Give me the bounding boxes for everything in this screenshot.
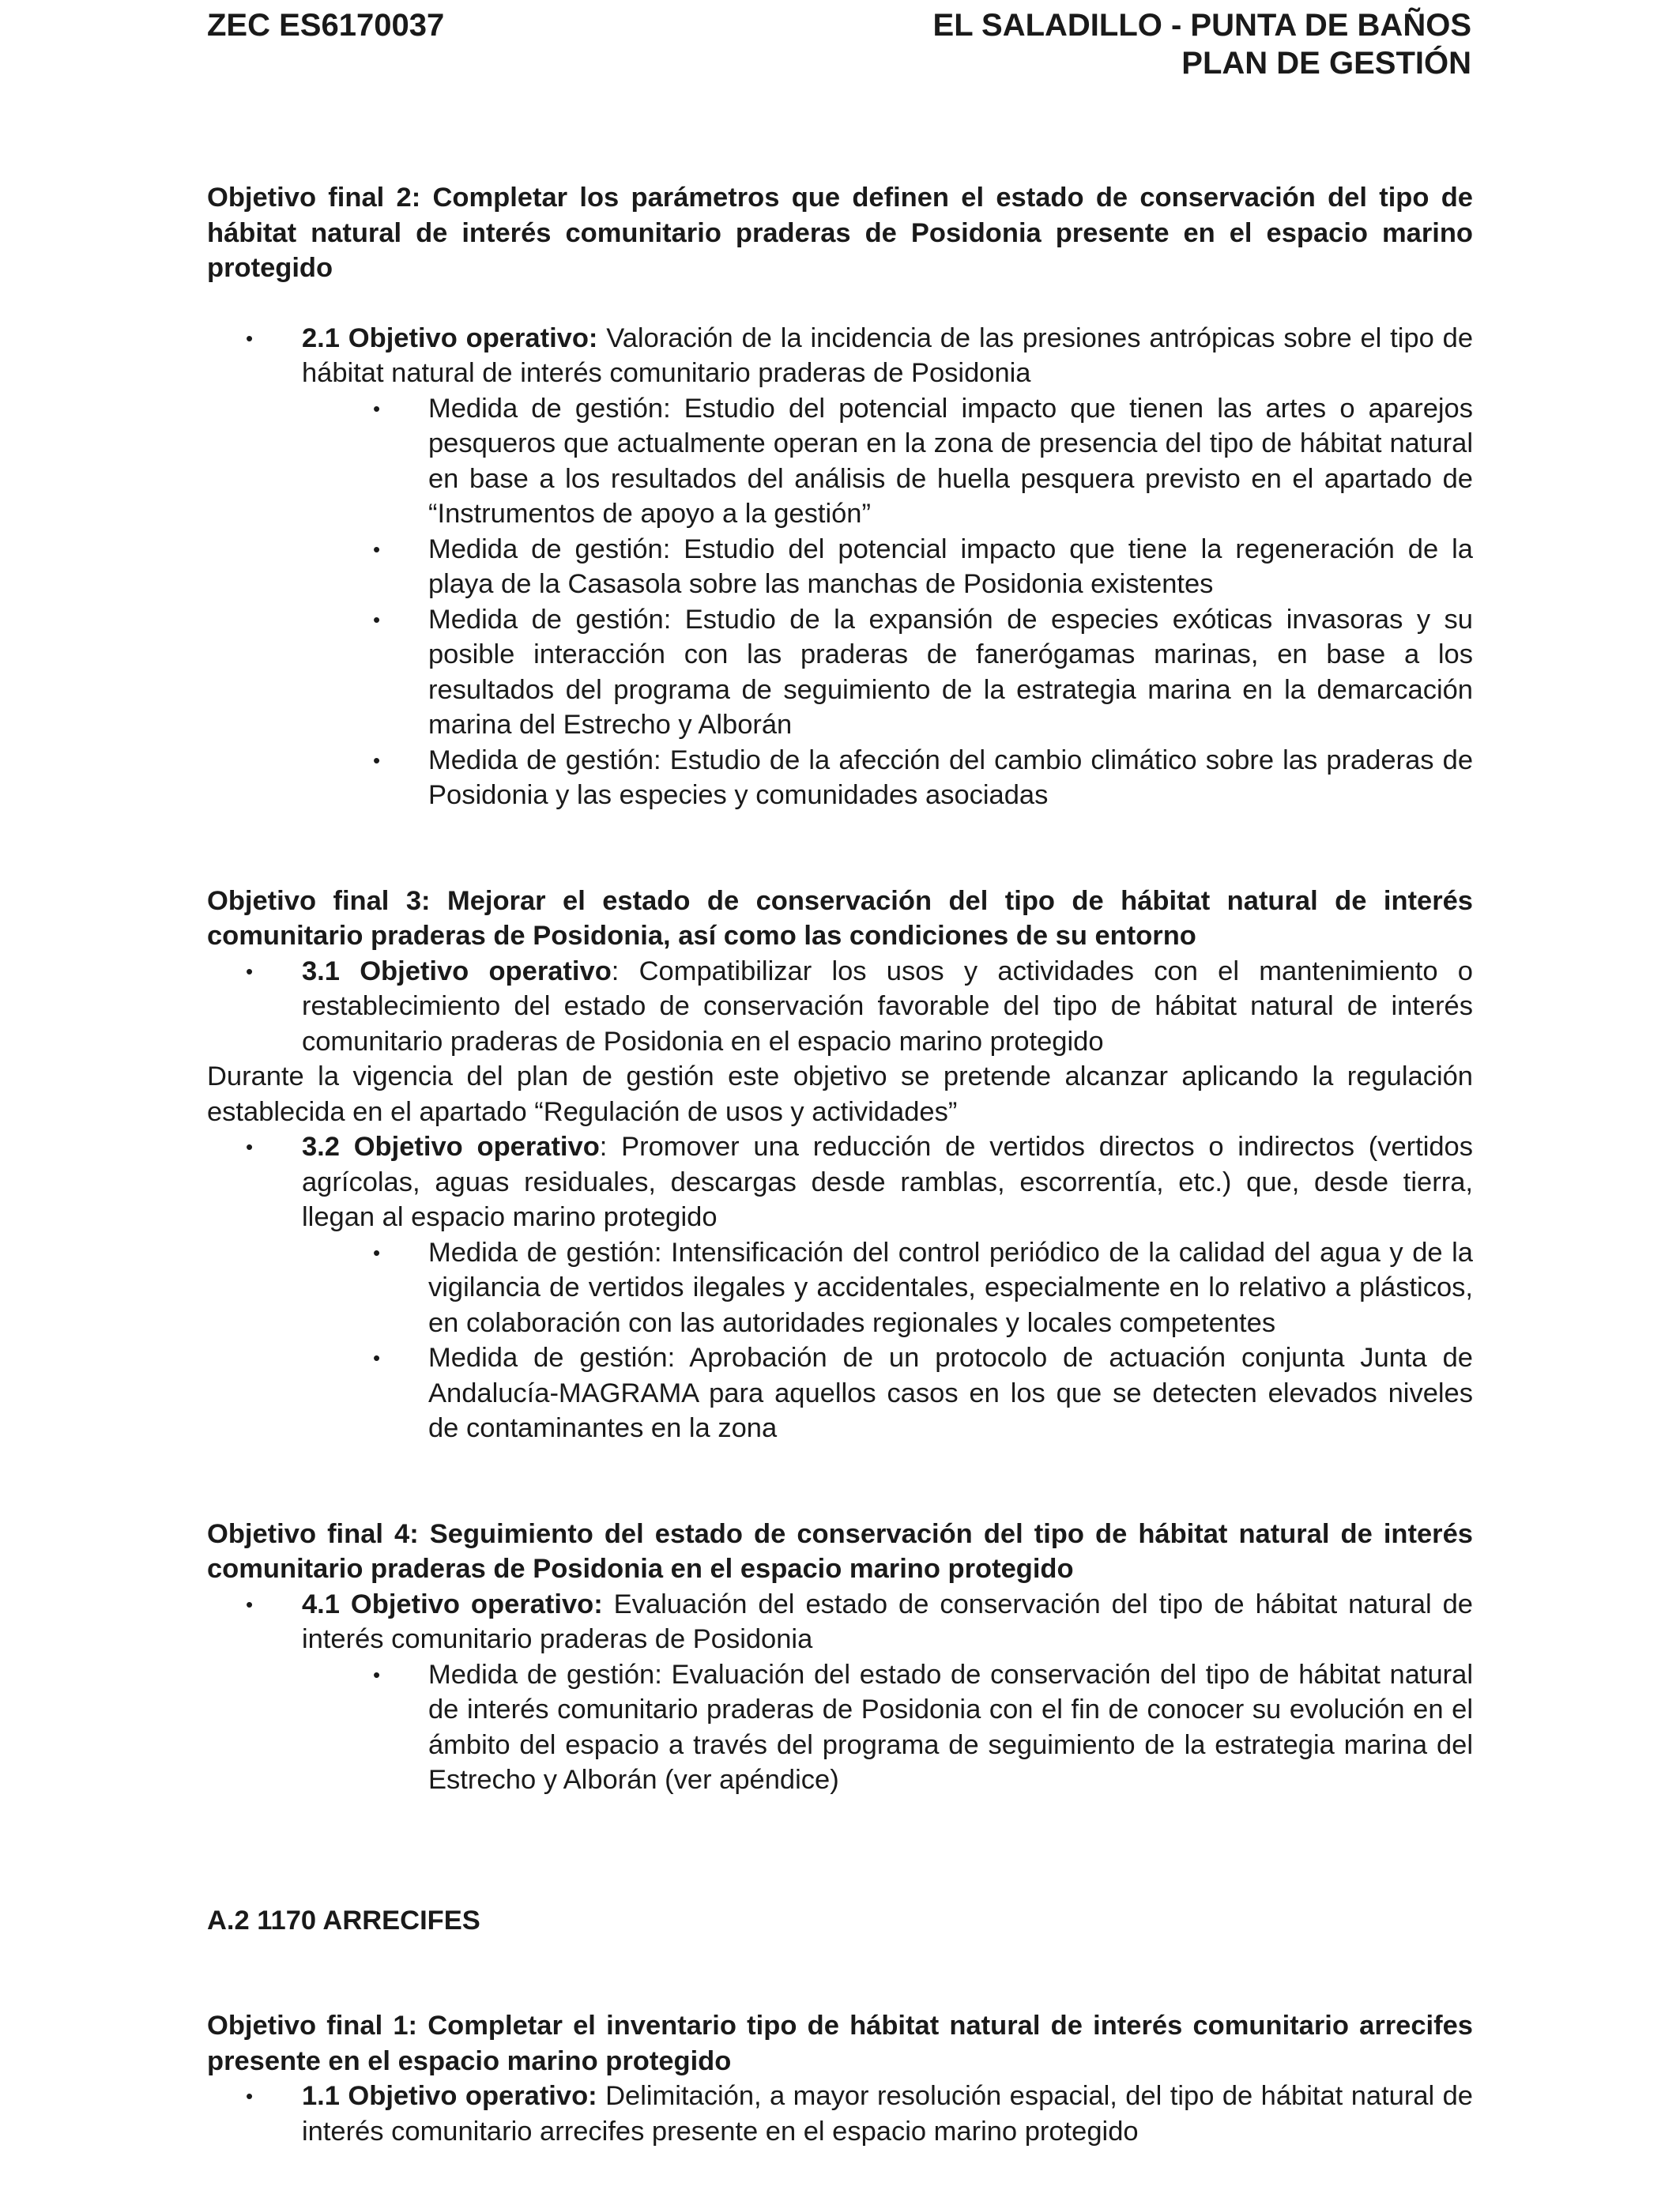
objetivo-operativo-3-2: [207, 1129, 1473, 1235]
header-site-code: ZEC ES6170037: [207, 8, 445, 43]
medida-gestion-item: [207, 532, 1473, 602]
bullet-icon: •: [373, 396, 381, 420]
medida-gestion-text: Medida de gestión: Intensificación del control periódico de la calidad del agua y de la vigilancia de vertidos ilegales y accidentales, especialmente en lo relativo a plásticos, en colaboración con las autoridades regionales y locales competentes: [428, 1237, 1473, 1338]
document-body: [207, 180, 1473, 2149]
objetivo-operativo-text: Evaluación del estado de conservación del tipo de hábitat natural de interés comunitario praderas de Posidonia: [302, 1589, 1473, 1654]
bullet-icon: •: [246, 1592, 254, 1616]
header-site-name: EL SALADILLO - PUNTA DE BAÑOS: [932, 8, 1471, 43]
objetivo-operativo-3-1: [207, 954, 1473, 1060]
objetivo-operativo-text: Valoración de la incidencia de las presiones antrópicas sobre el tipo de hábitat natural de interés comunitario praderas de Posidonia: [302, 322, 1474, 388]
medida-gestion-text: Medida de gestión: Aprobación de un protocolo de actuación conjunta Junta de Andalucía-MAGRAMA para aquellos casos en los que se detecten elevados niveles de contaminantes en la zona: [428, 1343, 1473, 1443]
bullet-icon: •: [246, 959, 254, 983]
bullet-icon: •: [246, 326, 254, 350]
medida-gestion-item: [207, 1657, 1473, 1798]
objetivo-operativo-text: : Promover una reducción de vertidos directos o indirectos (vertidos agrícolas, aguas residuales, descargas desde ramblas, escorrentía, etc.) que, desde tierra, llegan al espacio marino protegido: [302, 1132, 1473, 1232]
objetivo-final-3-title: Objetivo final 3: Mejorar el estado de conservación del tipo de hábitat natural de interés comunitario praderas de Posidonia, así como las condiciones de su entorno: [207, 885, 1473, 951]
bullet-icon: •: [373, 748, 381, 772]
objetivo-operativo-label: 4.1 Objetivo operativo:: [302, 1589, 603, 1619]
bullet-icon: •: [373, 1240, 381, 1265]
header-plan-label: PLAN DE GESTIÓN: [1181, 46, 1471, 81]
medida-gestion-item: [207, 602, 1473, 743]
medida-gestion-text: Medida de gestión: Estudio del potencial impacto que tiene la regeneración de la playa de la Casasola sobre las manchas de Posidonia existentes: [428, 533, 1473, 599]
objetivo-operativo-1-1: [207, 2079, 1473, 2149]
objetivo-operativo-label: 3.1 Objetivo operativo: [302, 956, 612, 986]
regulation-paragraph: Durante la vigencia del plan de gestión este objetivo se pretende alcanzar aplicando la regulación establecida en el apartado “Regulación de usos y actividades”: [207, 1061, 1473, 1127]
bullet-icon: •: [373, 1662, 381, 1687]
medida-gestion-text: Medida de gestión: Evaluación del estado de conservación del tipo de hábitat natural de interés comunitario praderas de Posidonia con el fin de conocer su evolución en el ámbito del espacio a través del programa de seguimiento de la estrategia marina del Estrecho y Alborán (ver apéndice): [428, 1659, 1473, 1795]
medida-gestion-text: Medida de gestión: Estudio de la afección del cambio climático sobre las praderas de Posidonia y las especies y comunidades asociadas: [428, 745, 1473, 810]
medida-gestion-text: Medida de gestión: Estudio del potencial impacto que tienen las artes o aparejos pesqueros que actualmente operan en la zona de presencia del tipo de hábitat natural en base a los resultados del análisis de huella pesquera previsto en el apartado de “Instrumentos de apoyo a la gestión”: [428, 393, 1473, 529]
header-title-block: [933, 6, 1471, 82]
objetivo-final-1-title: Objetivo final 1: Completar el inventario tipo de hábitat natural de interés comunitario arrecifes presente en el espacio marino protegido: [207, 2011, 1473, 2076]
objetivo-operativo-text: : Compatibilizar los usos y actividades con el mantenimiento o restablecimiento del estado de conservación favorable del tipo de hábitat natural de interés comunitario praderas de Posidonia en el espacio marino protegido: [302, 956, 1473, 1057]
objetivo-final-4-title: Objetivo final 4: Seguimiento del estado de conservación del tipo de hábitat natural de interés comunitario praderas de Posidonia en el espacio marino protegido: [207, 1518, 1473, 1584]
bullet-icon: •: [246, 1135, 254, 1159]
medida-gestion-item: [207, 1340, 1473, 1446]
objetivo-operativo-text: Delimitación, a mayor resolución espacial, del tipo de hábitat natural de interés comunitario arrecifes presente en el espacio marino protegido: [302, 2081, 1473, 2147]
section-title-arrecifes: A.2 1170 ARRECIFES: [207, 1905, 480, 1936]
objetivo-operativo-2-1: [207, 321, 1473, 391]
bullet-icon: •: [373, 1346, 381, 1370]
medida-gestion-item: [207, 1235, 1473, 1341]
objetivo-final-2-title: Objetivo final 2: Completar los parámetros que definen el estado de conservación del tipo de hábitat natural de interés comunitario praderas de Posidonia presente en el espacio marino protegido: [207, 183, 1473, 283]
medida-gestion-item: [207, 743, 1473, 813]
bullet-icon: •: [246, 2084, 254, 2108]
bullet-icon: •: [373, 607, 381, 631]
objetivo-operativo-label: 3.2 Objetivo operativo: [302, 1132, 600, 1162]
objetivo-operativo-label: 1.1 Objetivo operativo:: [302, 2081, 597, 2111]
medida-gestion-text: Medida de gestión: Estudio de la expansión de especies exóticas invasoras y su posible interacción con las praderas de fanerógamas marinas, en base a los resultados del programa de seguimiento de la estrategia marina en la demarcación marina del Estrecho y Alborán: [428, 604, 1473, 740]
medida-gestion-item: [207, 391, 1473, 532]
objetivo-operativo-label: 2.1 Objetivo operativo:: [302, 322, 598, 353]
objetivo-operativo-4-1: [207, 1587, 1473, 1657]
bullet-icon: •: [373, 537, 381, 561]
